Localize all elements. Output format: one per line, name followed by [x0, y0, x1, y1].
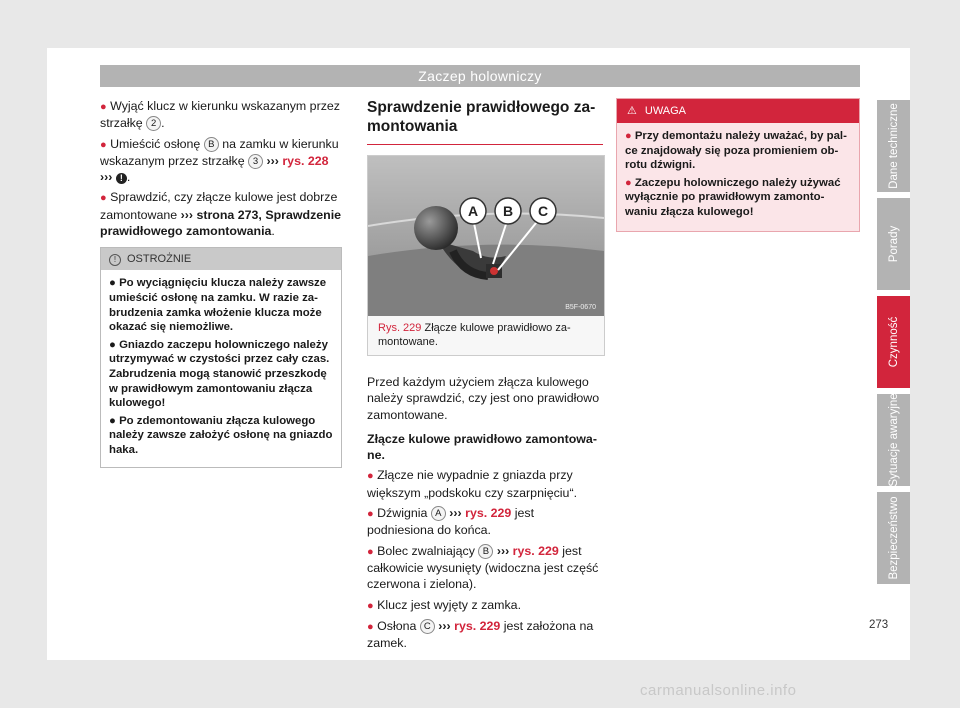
figure	[367, 155, 605, 356]
tow-ball-illustration	[368, 156, 604, 316]
caution-box	[100, 247, 342, 467]
svg-text:B: B	[502, 203, 514, 219]
label-B	[495, 198, 521, 224]
bullet-item: ● Sprawdzić, czy złącze kulowe jest dobrze zamontowane ››› strona 273, Sprawdzenie prawidłowego zamontowania.	[100, 190, 342, 239]
page-number: 273	[869, 619, 889, 631]
page-header: Zaczep holowniczy	[100, 65, 860, 87]
arrow-ref-icon: ›››	[496, 543, 510, 558]
caution-item: ● Gniazdo zaczepu holowniczego należy utrzymywać w czystości przez cały czas. Zabrudzenia mogą stanowić przeszkodę w prawidłowym zamontowaniu złącza kulowego!	[109, 338, 330, 410]
tab-porady[interactable]: Porady	[877, 198, 910, 290]
warning-ref-icon: !	[116, 173, 127, 184]
section-heading: Sprawdzenie prawidłowego zamontowania	[367, 98, 603, 145]
bullet-icon: ●	[109, 338, 116, 351]
bullet-icon: ●	[625, 176, 632, 189]
column-middle	[367, 98, 603, 655]
caution-item: ● Po zdemontowaniu złącza kulowego należy zawsze założyć osłonę na gniazdo haka.	[109, 414, 333, 456]
svg-text:C: C	[537, 203, 549, 219]
figure-code: B5F-0670	[565, 304, 596, 311]
bullet-icon: ●	[367, 508, 374, 521]
arrow-ref-icon: ›››	[438, 618, 451, 633]
column-left	[100, 98, 342, 468]
callout-marker: 2	[146, 116, 161, 131]
callout-marker: 3	[248, 154, 263, 169]
bullet-icon: ●	[100, 101, 107, 113]
subheading: Złącze kulowe prawidłowo zamontowane.	[367, 431, 597, 463]
bullet-item: ● Klucz jest wyjęty z zamka.	[367, 597, 522, 612]
bullet-icon: ●	[100, 192, 107, 205]
callout-marker: A	[431, 506, 446, 521]
bullet-item: ● Dźwignia A ››› rys. 229 jest podniesiona do końca.	[367, 506, 535, 538]
warning-item: ● Przy demontażu należy uważać, by palce znajdowały się poza promieniem obrotu dźwigni.	[625, 130, 847, 172]
bullet-icon: ●	[367, 470, 374, 483]
tab-czynnosc[interactable]: Czynność	[877, 296, 910, 388]
arrow-ref-icon: ›››	[100, 170, 113, 185]
warning-header: ⚠ UWAGA	[617, 99, 859, 123]
arrow-ref-icon: ›››	[266, 153, 279, 168]
arrow-ref-icon: ›››	[180, 207, 193, 222]
figure-caption: Rys. 229 Złącze kulowe prawidłowo zamontowane.	[378, 322, 571, 348]
callout-marker: C	[420, 619, 435, 634]
callout-marker: B	[478, 544, 493, 559]
bullet-item: ● Bolec zwalniający B ››› rys. 229 jest całkowicie wysunięty (widoczna jest część czerwona i zielona).	[367, 543, 599, 592]
watermark: carmanualsonline.info	[640, 682, 797, 699]
figure-link[interactable]: rys. 229	[465, 506, 512, 521]
figure-link[interactable]: rys. 229	[454, 618, 501, 633]
figure-link[interactable]: rys. 229	[512, 543, 559, 558]
bullet-icon: ●	[367, 545, 374, 558]
bullet-icon: ●	[625, 130, 632, 142]
column-right	[616, 98, 860, 232]
warning-body	[617, 123, 859, 231]
caution-body	[101, 270, 341, 466]
tab-sytuacje-awaryjne[interactable]: Sytuacje awaryjne	[877, 394, 910, 486]
bullet-icon: ●	[109, 277, 116, 290]
bullet-item: ● Osłona C ››› rys. 229 jest założona na zamek.	[367, 618, 594, 651]
tab-bezpieczenstwo[interactable]: Bezpieczeństwo	[877, 492, 910, 584]
bullet-icon: ●	[100, 138, 107, 151]
label-C	[530, 198, 556, 224]
warning-box	[616, 98, 860, 232]
bullet-icon: ●	[367, 599, 374, 612]
arrow-ref-icon: ›››	[449, 506, 462, 521]
page-link[interactable]: strona 273, Sprawdzenie prawidłowego zamontowania	[100, 207, 342, 239]
bullet-item: ● Umieścić osłonę B na zamku w kierunku wskazanym przez strzałkę 3 ››› rys. 228 ››› ! .	[100, 136, 339, 185]
warning-triangle-icon: ⚠	[627, 105, 637, 117]
info-circle-icon: !	[109, 254, 121, 266]
label-A	[460, 198, 486, 224]
callout-marker: B	[204, 137, 219, 152]
caution-item: ● Po wyciągnięciu klucza należy zawsze umieścić osłonę na zamku. W razie zabrudzenia zamka włożenie klucza może okazać się niemożliwe.	[109, 277, 327, 334]
bullet-item: ● Wyjąć klucz w kierunku wskazanym przez strzałkę 2 .	[100, 99, 340, 131]
bullet-icon: ●	[109, 414, 116, 427]
bullet-icon: ●	[367, 620, 374, 633]
tab-dane-techniczne[interactable]: Dane techniczne	[877, 100, 910, 192]
caution-header: ! OSTROŻNIE	[101, 248, 341, 270]
intro-text: Przed każdym użyciem złącza kulowego należy sprawdzić, czy jest ono prawidłowo zamontowane.	[367, 375, 600, 422]
bullet-item: ● Złącze nie wypadnie z gniazda przy większym „podskoku czy szarpnięciu“.	[367, 468, 578, 500]
svg-text:A: A	[467, 203, 479, 219]
warning-item: ● Zaczepu holowniczego należy używać wyłącznie po prawidłowym zamontowaniu złącza kulowego!	[625, 176, 841, 218]
figure-link[interactable]: rys. 228	[282, 153, 329, 168]
